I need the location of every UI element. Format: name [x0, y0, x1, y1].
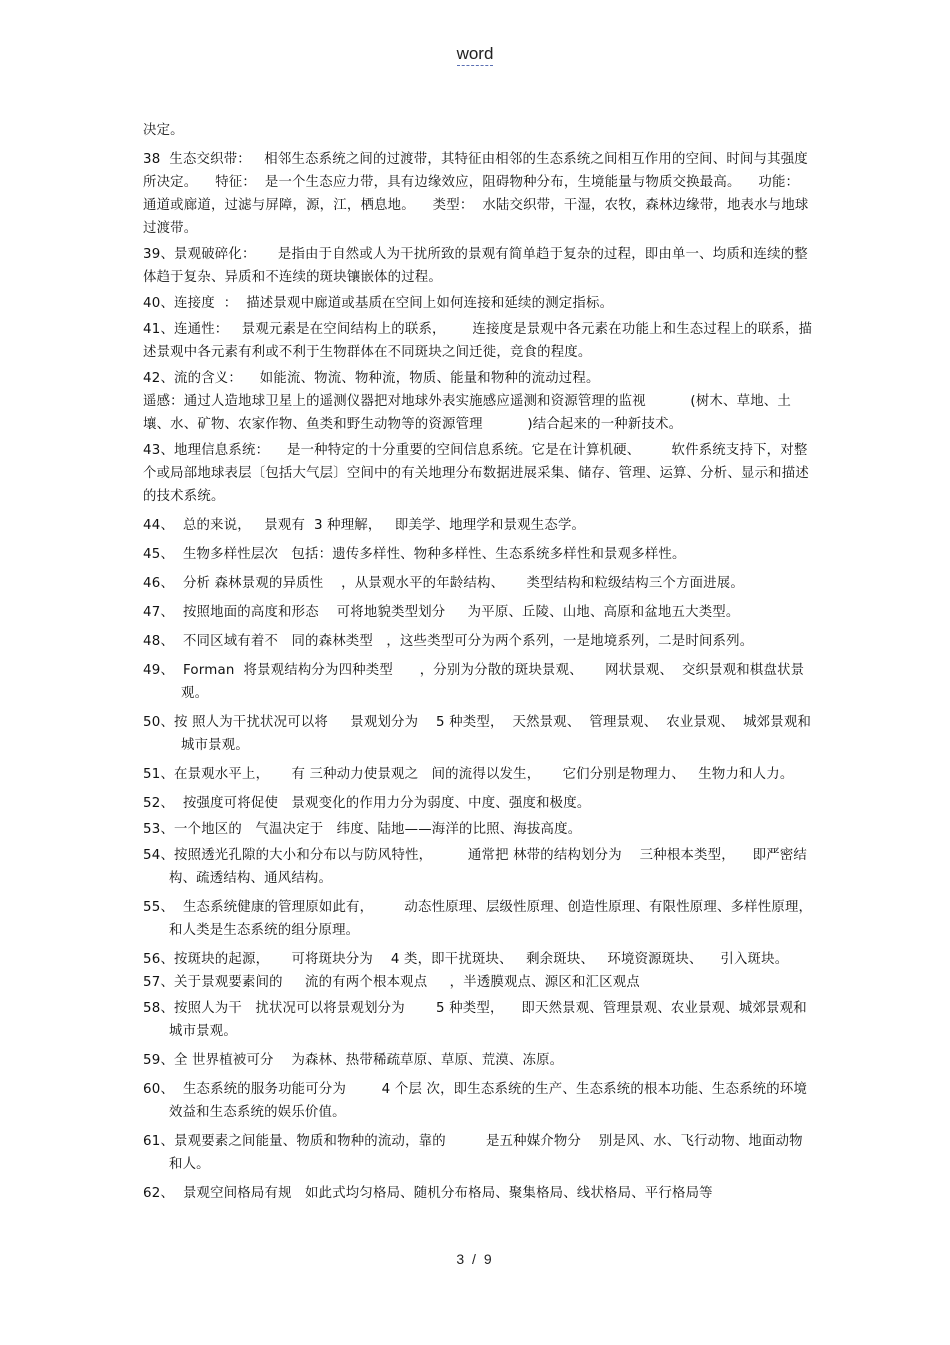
document-header [0, 44, 950, 64]
paragraph-42: 42、流的含义： 如能流、物流、物种流，物质、能量和物种的流动过程。 [143, 371, 600, 386]
paragraph-41: 41、连通性： 景观元素是在空间结构上的联系， 连接度是景观中各元素在功能上和生态过程上的联系，描述景观中各元素有利或不利于生物群体在不同斑块之间迁徙，竞食的程度。 [143, 322, 813, 360]
document-body [143, 119, 815, 1208]
paragraph-44: 44、 总的来说， 景观有 3 种理解， 即美学、地理学和景观生态学。 [143, 518, 586, 533]
paragraph-49: 49、 Forman 将景观结构分为四种类型 ，分别为分散的斑块景观、 网状景观、 交织景观和棋盘状景观。 [143, 663, 805, 701]
paragraph-38: 38 生态交织带： 相邻生态系统之间的过渡带，其特征由相邻的生态系统之间相互作用的空间、时间与其强度所决定。 特征： 是一个生态应力带，具有边缘效应，阻碍物种分布，生境能量与物质交换最高。 功能： 通道或廊道，过滤与屏障，源，江，栖息地。 类型： 水陆交织带，干湿，农牧，森林边缘带，地表水与地球过渡带。 [143, 152, 809, 236]
paragraph-52: 52、 按强度可将促使 景观变化的作用力分为弱度、中度、强度和极度。 [143, 796, 591, 811]
paragraph-46: 46、 分析 森林景观的异质性 ，从景观水平的年龄结构、 类型结构和粒级结构三个方面进展。 [143, 576, 744, 591]
paragraph-59: 59、全 世界植被可分 为森林、热带稀疏草原、草原、荒漠、冻原。 [143, 1053, 564, 1068]
paragraph-50: 50、按 照人为干扰状况可以将 景观划分为 5 种类型， 天然景观、 管理景观、 农业景观、 城郊景观和城市景观。 [143, 715, 812, 753]
paragraph-56: 56、按斑块的起源， 可将斑块分为 4 类，即干扰斑块、 剩余斑块、 环境资源斑块、 引入斑块。 [143, 952, 789, 967]
paragraph-48: 48、 不同区域有着不 同的森林类型 ，这些类型可分为两个系列，一是地境系列，二是时间系列。 [143, 634, 754, 649]
paragraph-53: 53、一个地区的 气温决定于 纬度、陆地——海洋的比照、海拔高度。 [143, 822, 582, 837]
paragraph-62: 62、 景观空间格局有规 如此式均匀格局、随机分布格局、聚集格局、线状格局、平行格局等 [143, 1186, 713, 1201]
header-title: word [457, 44, 494, 66]
paragraph-47: 47、 按照地面的高度和形态 可将地貌类型划分 为平原、丘陵、山地、高原和盆地五大类型。 [143, 605, 740, 620]
paragraph-39: 39、景观破碎化： 是指由于自然或人为干扰所致的景观有简单趋于复杂的过程，即由单一、均质和连续的整体趋于复杂、异质和不连续的斑块镶嵌体的过程。 [143, 247, 808, 285]
paragraph-54: 54、按照透光孔隙的大小和分布以与防风特性， 通常把 林带的结构划分为 三种根本类型， 即严密结构、疏透结构、通风结构。 [143, 848, 808, 886]
paragraph-43: 43、地理信息系统： 是一种特定的十分重要的空间信息系统。它是在计算机硬、 软件系统支持下，对整个或局部地球表层〔包括大气层〕空间中的有关地理分布数据进展采集、储存、管理、运算、分析、显示和描述的技术系统。 [143, 443, 809, 504]
paragraph-0: 决定。 [143, 123, 184, 138]
paragraph-51: 51、在景观水平上， 有 三种动力使景观之 间的流得以发生， 它们分别是物理力、 生物力和人力。 [143, 767, 794, 782]
paragraph-58: 58、按照人为干 扰状况可以将景观划分为 5 种类型， 即天然景观、管理景观、农业景观、城郊景观和城市景观。 [143, 1001, 807, 1039]
page-number: 3 / 9 [456, 1251, 494, 1267]
paragraph-61: 61、景观要素之间能量、物质和物种的流动，靠的 是五种媒介物分 别是风、水、飞行动物、地面动物和人。 [143, 1134, 803, 1172]
paragraph-60: 60、 生态系统的服务功能可分为 4 个层 次，即生态系统的生产、生态系统的根本功能、生态系统的环境效益和生态系统的娱乐价值。 [143, 1082, 808, 1120]
paragraph-remote-sensing: 遥感：通过人造地球卫星上的遥测仪器把对地球外表实施感应遥测和资源管理的监视 (树木、草地、土壤、水、矿物、农家作物、鱼类和野生动物等的资源管理 )结合起来的一种新技术。 [143, 394, 791, 432]
paragraph-45: 45、 生物多样性层次 包括：遗传多样性、物种多样性、生态系统多样性和景观多样性。 [143, 547, 686, 562]
paragraph-57: 57、关于景观要素间的 流的有两个根本观点 ，半透膜观点、源区和汇区观点 [143, 975, 640, 990]
paragraph-55: 55、 生态系统健康的管理原如此有， 动态性原理、层级性原理、创造性原理、有限性原理、多样性原理，和人类是生态系统的组分原理。 [143, 900, 813, 938]
paragraph-40: 40、连接度 ： 描述景观中廊道或基质在空间上如何连接和延续的测定指标。 [143, 296, 614, 311]
